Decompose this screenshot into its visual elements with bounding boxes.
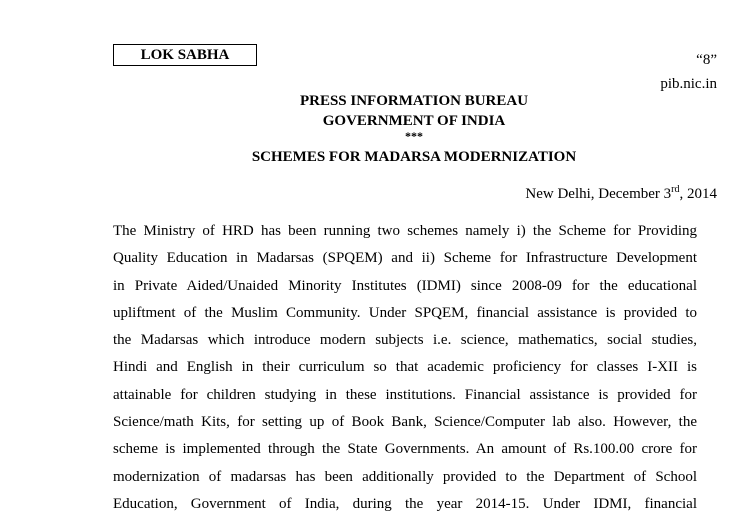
body-paragraph [113,218,697,518]
body-line: in Private Aided/Unaided Minority Institutes (IDMI) since 2008-09 for the educational [113,277,697,294]
body-line: modernization of madarsas has been additionally provided to the Department of School [113,468,697,485]
date-suffix: , 2014 [679,186,717,202]
body-line: Quality Education in Madarsas (SPQEM) and ii) Scheme for Infrastructure Development [113,250,697,267]
body-line: Science/math Kits, for setting up of Book Bank, Science/Computer lab also. However, the [113,414,697,431]
body-line: attainable for children studying in these institutions. Financial assistance is provided for [113,386,697,403]
body-line: scheme is implemented through the State Governments. An amount of Rs.100.00 crore for [113,441,697,458]
body-line: the Madarsas which introduce modern subjects i.e. science, mathematics, social studies, [113,332,697,349]
body-line: Hindi and English in their curriculum so that academic proficiency for classes I-XII is [113,359,697,376]
source-label: pib.nic.in [660,76,717,92]
organization-heading: PRESS INFORMATION BUREAU [299,93,529,109]
date-superscript: rd [671,184,680,195]
body-line: The Ministry of HRD has been running two schemes namely i) the Scheme for Providing [113,223,697,239]
body-line: Education, Government of India, during the year 2014-15. Under IDMI, financial [113,495,697,512]
government-heading: GOVERNMENT OF INDIA [322,113,506,129]
reference-number: “8” [696,52,717,68]
date-line [525,184,717,203]
document-title: SCHEMES FOR MADARSA MODERNIZATION [251,149,577,165]
heading-separator: *** [405,129,423,143]
house-label-box: LOK SABHA [113,44,257,66]
date-prefix: New Delhi, December 3 [525,186,672,202]
body-line: upliftment of the Muslim Community. Under SPQEM, financial assistance is provided to [113,304,697,321]
